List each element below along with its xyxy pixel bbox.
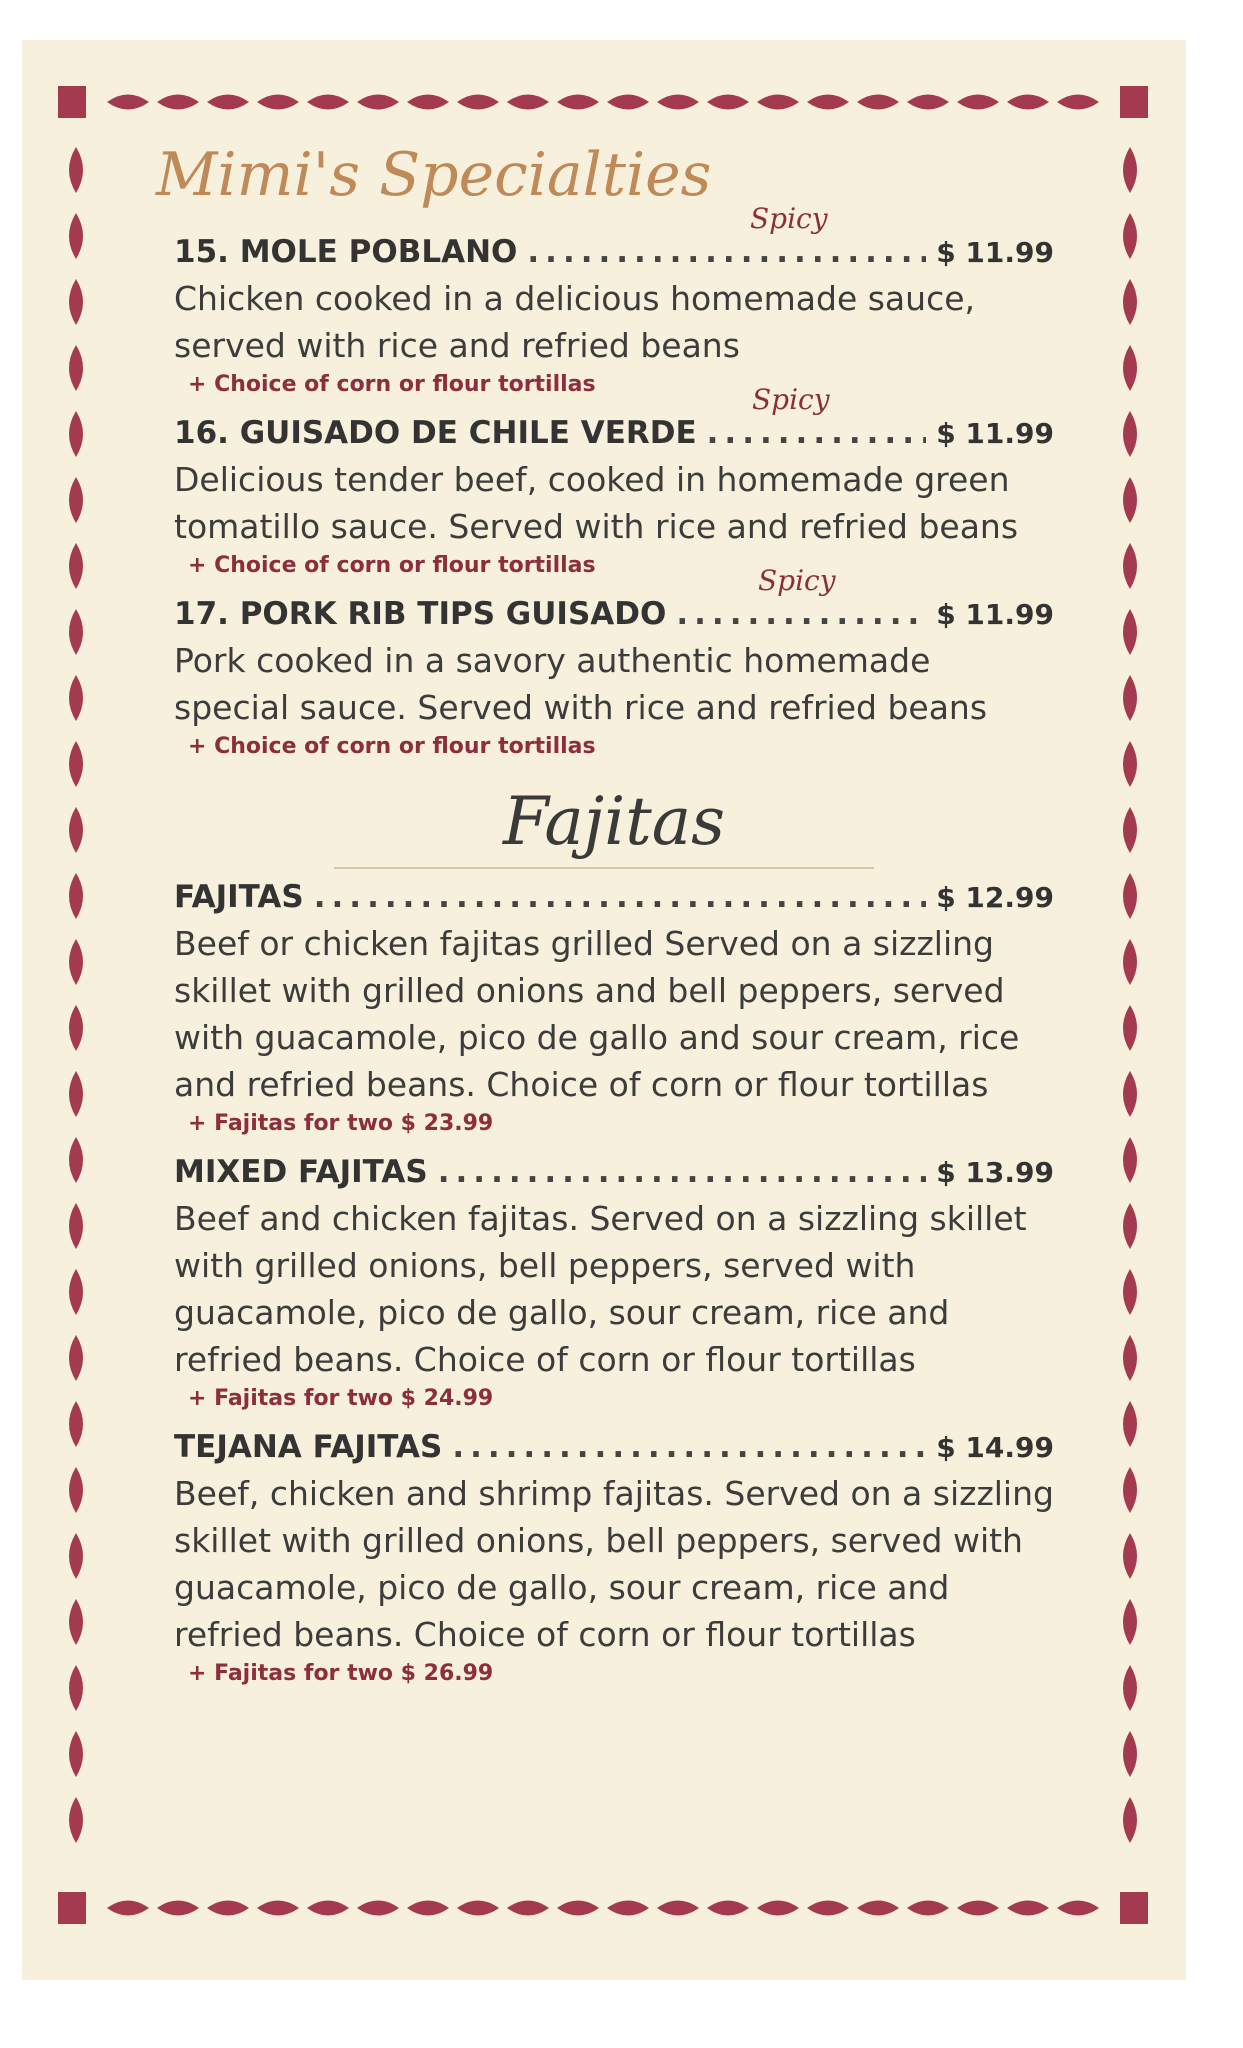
border-diamond — [1123, 1269, 1137, 1315]
border-diamond — [1123, 1335, 1137, 1381]
item-note: + Fajitas for two $ 26.99 — [188, 1661, 494, 1686]
border-diamond — [707, 1901, 749, 1916]
border-diamond — [457, 95, 499, 110]
border-diamond — [907, 95, 949, 110]
item-description: Pork cooked in a savory authentic homemade special sauce. Served with rice and refried beans — [174, 641, 988, 727]
border-corner — [1120, 1892, 1148, 1924]
border-diamond — [1123, 1599, 1137, 1645]
border-diamond — [69, 1665, 83, 1711]
dot-leader — [314, 875, 926, 919]
border-diamond — [107, 1901, 149, 1916]
item-price: $ 13.99 — [936, 1156, 1054, 1189]
border-diamond — [69, 1203, 83, 1249]
item-note: + Fajitas for two $ 24.99 — [188, 1386, 494, 1411]
border-diamond — [69, 1071, 83, 1117]
border-corner — [1120, 86, 1148, 118]
menu-item-mixed-fajitas — [174, 1150, 1054, 1415]
menu-item-tejana-fajitas — [174, 1425, 1054, 1690]
border-diamond — [1123, 1665, 1137, 1711]
item-price: $ 11.99 — [936, 598, 1054, 631]
border-diamond — [69, 1797, 83, 1843]
item-description: Delicious tender beef, cooked in homemade green tomatillo sauce. Served with rice and refried beans — [174, 460, 1019, 546]
spicy-tag: Spicy — [750, 202, 828, 235]
item-name: 17. PORK RIB TIPS GUISADO — [174, 596, 667, 632]
border-diamond — [69, 873, 83, 919]
border-diamond — [507, 95, 549, 110]
spicy-tag: Spicy — [752, 383, 830, 416]
border-diamond — [607, 1901, 649, 1916]
dot-leader — [707, 411, 927, 455]
border-diamond — [69, 1599, 83, 1645]
border-diamond — [69, 411, 83, 457]
border-diamond — [1123, 939, 1137, 985]
spicy-tag: Spicy — [758, 564, 836, 597]
border-diamond — [757, 95, 799, 110]
border-diamond — [1123, 543, 1137, 589]
border-diamond — [1123, 675, 1137, 721]
border-diamond — [69, 147, 83, 193]
border-diamond — [69, 1401, 83, 1447]
item-name: MIXED FAJITAS — [174, 1154, 428, 1190]
border-diamond — [107, 95, 149, 110]
border-diamond — [69, 1269, 83, 1315]
border-diamond — [957, 95, 999, 110]
item-note: + Choice of corn or flour tortillas — [188, 372, 596, 397]
item-price: $ 12.99 — [936, 881, 1054, 914]
border-diamond — [407, 1901, 449, 1916]
item-name: 16. GUISADO DE CHILE VERDE — [174, 415, 697, 451]
item-note: + Fajitas for two $ 23.99 — [188, 1111, 494, 1136]
border-diamond — [1123, 1401, 1137, 1447]
border-diamond — [157, 1901, 199, 1916]
border-diamond — [257, 95, 299, 110]
border-diamond — [1123, 345, 1137, 391]
border-diamond — [507, 1901, 549, 1916]
menu-item-mole-poblano — [174, 202, 1054, 401]
border-diamond — [1123, 873, 1137, 919]
border-diamond — [1123, 147, 1137, 193]
border-diamond — [1057, 95, 1099, 110]
border-diamond — [69, 1467, 83, 1513]
item-name: TEJANA FAJITAS — [174, 1429, 443, 1465]
border-diamond — [69, 807, 83, 853]
dot-leader — [438, 1150, 926, 1194]
fajitas-title: Fajitas — [503, 783, 725, 860]
border-diamond — [69, 1533, 83, 1579]
item-description: Beef or chicken fajitas grilled Served on a sizzling skillet with grilled onions and bell peppers, served with guacamole, pico de gallo and sour cream, rice and refried beans. Choice of corn or flour tortillas — [174, 924, 1020, 1104]
item-name: FAJITAS — [174, 879, 304, 915]
border-corner — [58, 86, 86, 118]
item-price: $ 11.99 — [936, 236, 1054, 269]
border-diamond — [69, 1137, 83, 1183]
item-price: $ 14.99 — [936, 1431, 1054, 1464]
border-diamond — [69, 279, 83, 325]
item-description: Chicken cooked in a delicious homemade sauce, served with rice and refried beans — [174, 279, 976, 365]
border-diamond — [1123, 477, 1137, 523]
border-diamond — [1123, 609, 1137, 655]
border-diamond — [1123, 741, 1137, 787]
border-diamond — [1123, 1533, 1137, 1579]
border-diamond — [557, 95, 599, 110]
border-diamond — [607, 95, 649, 110]
item-name: 15. MOLE POBLANO — [174, 234, 518, 270]
border-diamond — [1123, 1137, 1137, 1183]
border-diamond — [357, 1901, 399, 1916]
border-diamond — [1123, 807, 1137, 853]
border-diamond — [857, 1901, 899, 1916]
item-note: + Choice of corn or flour tortillas — [188, 734, 596, 759]
border-diamond — [69, 1005, 83, 1051]
border-diamond — [907, 1901, 949, 1916]
border-diamond — [457, 1901, 499, 1916]
border-diamond — [1123, 1203, 1137, 1249]
specialties-title: Mimi's Specialties — [156, 140, 712, 210]
border-diamond — [69, 675, 83, 721]
item-price: $ 11.99 — [936, 417, 1054, 450]
border-diamond — [69, 543, 83, 589]
border-diamond — [207, 95, 249, 110]
border-diamond — [307, 95, 349, 110]
border-diamond — [69, 477, 83, 523]
border-diamond — [307, 1901, 349, 1916]
menu-item-chile-verde — [174, 383, 1054, 582]
border-diamond — [1123, 1731, 1137, 1777]
border-diamond — [1123, 1071, 1137, 1117]
border-diamond — [1123, 1005, 1137, 1051]
border-diamond — [69, 345, 83, 391]
item-note: + Choice of corn or flour tortillas — [188, 553, 596, 578]
border-diamond — [657, 1901, 699, 1916]
border-diamond — [857, 95, 899, 110]
border-diamond — [1007, 1901, 1049, 1916]
border-diamond — [69, 741, 83, 787]
border-diamond — [257, 1901, 299, 1916]
menu-content — [156, 130, 1054, 1700]
border-diamond — [957, 1901, 999, 1916]
item-description: Beef, chicken and shrimp fajitas. Served on a sizzling skillet with grilled onions, bell peppers, served with guacamole, pico de gallo, sour cream, rice and refried beans. Choice of corn or flour tortillas — [174, 1474, 1054, 1654]
border-diamond — [157, 95, 199, 110]
border-diamond — [69, 1335, 83, 1381]
border-diamond — [657, 95, 699, 110]
item-description: Beef and chicken fajitas. Served on a sizzling skillet with grilled onions, bell peppers, served with guacamole, pico de gallo, sour cream, rice and refried beans. Choice of corn or flour tortillas — [174, 1199, 1027, 1379]
dot-leader — [527, 230, 926, 274]
border-diamond — [69, 939, 83, 985]
dot-leader — [676, 592, 926, 636]
menu-item-pork-rib-tips — [174, 564, 1054, 763]
border-diamond — [69, 609, 83, 655]
border-diamond — [1123, 279, 1137, 325]
border-diamond — [1123, 213, 1137, 259]
border-diamond — [407, 95, 449, 110]
border-diamond — [1007, 95, 1049, 110]
border-diamond — [707, 95, 749, 110]
border-diamond — [69, 213, 83, 259]
section-divider — [334, 867, 874, 869]
border-diamond — [557, 1901, 599, 1916]
border-diamond — [69, 1731, 83, 1777]
border-diamond — [1057, 1901, 1099, 1916]
menu-item-fajitas — [174, 875, 1054, 1140]
border-diamond — [807, 95, 849, 110]
border-diamond — [1123, 411, 1137, 457]
border-diamond — [1123, 1467, 1137, 1513]
border-diamond — [357, 95, 399, 110]
dot-leader — [452, 1425, 926, 1469]
border-diamond — [757, 1901, 799, 1916]
border-corner — [58, 1892, 86, 1924]
border-diamond — [1123, 1797, 1137, 1843]
border-diamond — [807, 1901, 849, 1916]
border-diamond — [207, 1901, 249, 1916]
